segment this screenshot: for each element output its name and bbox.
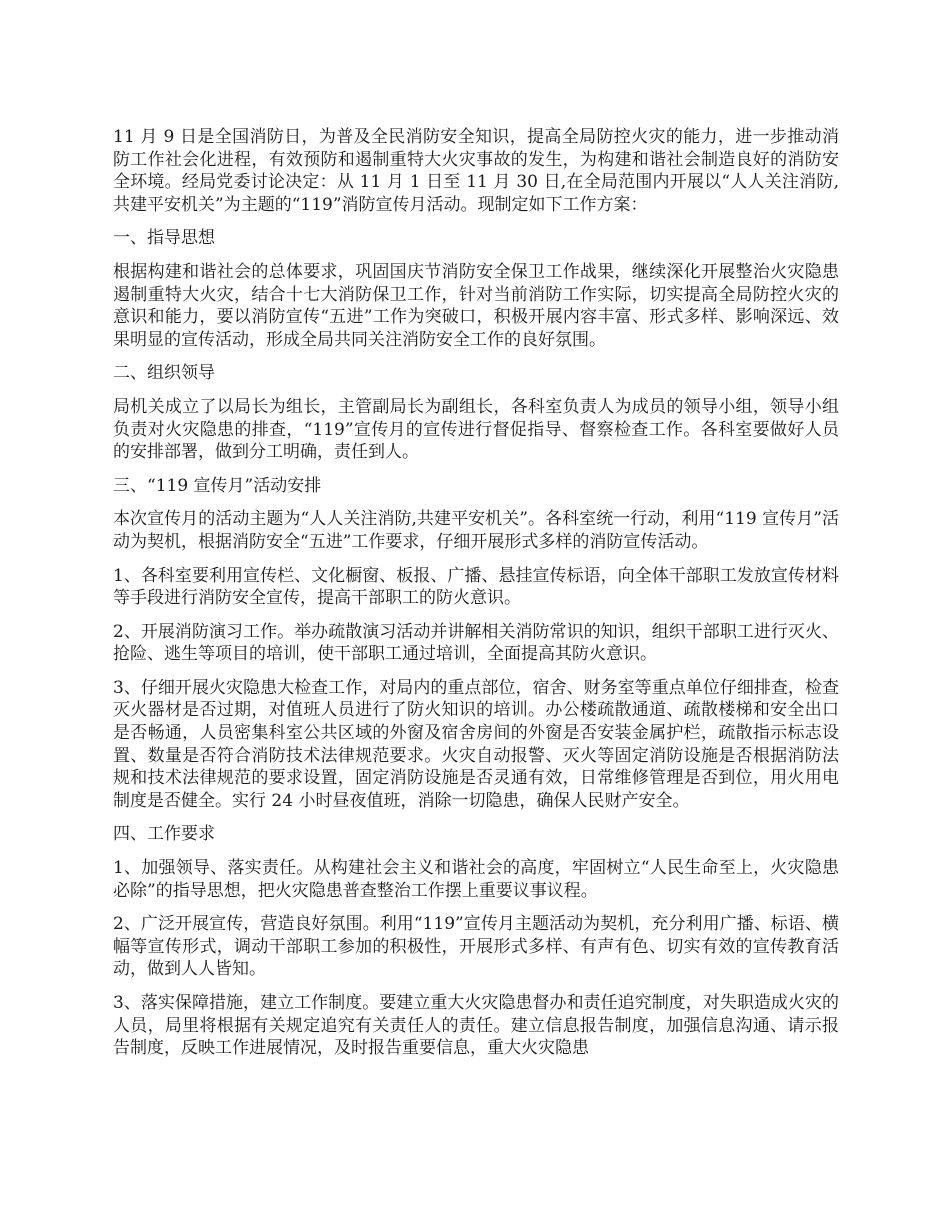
intro-paragraph: 11 月 9 日是全国消防日，为普及全民消防安全知识，提高全局防控火灾的能力，进一步推动消防工作社会化进程，有效预防和遏制重特大火灾事故的发生，为构建和谐社会制造良好的消防安全环境。经局党委讨论决定：从 11 月 1 日至 11 月 30 日,在全局范围内开展以“人人关注消防,共建平安机关”为主题的“119”消防宣传月活动。现制定如下工作方案： (113, 127, 839, 215)
section-heading-3: 三、“119 宣传月”活动安排 (113, 475, 322, 496)
section-3-item-2: 2、开展消防演习工作。举办疏散演习活动并讲解相关消防常识的知识，组织干部职工进行灭火、抢险、逃生等项目的培训，使干部职工通过培训，全面提高其防火意识。 (113, 621, 839, 665)
section-heading-2: 二、组织领导 (113, 363, 215, 384)
section-3-item-3: 3、仔细开展火灾隐患大检查工作，对局内的重点部位，宿舍、财务室等重点单位仔细排查，检查灭火器材是否过期，对值班人员进行了防火知识的培训。办公楼疏散通道、疏散楼梯和安全出口是否畅通，人员密集科室公共区域的外窗及宿舍房间的外窗是否安装金属护栏，疏散指示标志设置、数量是否符合消防技术法律规范要求。火灾自动报警、灭火等固定消防设施是否根据消防法规和技术法律规范的要求设置，固定消防设施是否灵通有效，日常维修管理是否到位，用火用电制度是否健全。实行 24 小时昼夜值班，消除一切隐患，确保人民财产安全。 (113, 677, 839, 811)
section-1-paragraph: 根据构建和谐社会的总体要求，巩固国庆节消防安全保卫工作战果，继续深化开展整治火灾隐患遏制重特大火灾，结合十七大消防保卫工作，针对当前消防工作实际，切实提高全局防控火灾的意识和能力，要以消防宣传“五进”工作为突破口，积极开展内容丰富、形式多样、影响深远、效果明显的宣传活动，形成全局共同关注消防安全工作的良好氛围。 (113, 261, 839, 350)
section-heading-4: 四、工作要求 (113, 824, 215, 845)
document-page (113, 126, 839, 1071)
section-3-intro: 本次宣传月的活动主题为“人人关注消防,共建平安机关”。各科室统一行动，利用“119 宣传月”活动为契机，根据消防安全“五进”工作要求，仔细开展形式多样的消防宣传活动。 (113, 509, 839, 552)
section-3-item-1: 1、各科室要利用宣传栏、文化橱窗、板报、广播、悬挂宣传标语，向全体干部职工发放宣传材料等手段进行消防安全宣传，提高干部职工的防火意识。 (113, 565, 839, 609)
section-heading-1: 一、指导思想 (113, 228, 215, 249)
section-4-item-1: 1、加强领导、落实责任。从构建社会主义和谐社会的高度，牢固树立“人民生命至上，火灾隐患必除”的指导思想，把火灾隐患普查整治工作摆上重要议事议程。 (113, 858, 839, 901)
section-4-item-3: 3、落实保障措施，建立工作制度。要建立重大火灾隐患督办和责任追究制度，对失职造成火灾的人员，局里将根据有关规定追究有关责任人的责任。建立信息报告制度，加强信息沟通、请示报告制度，反映工作进展情况，及时报告重要信息，重大火灾隐患 (113, 993, 839, 1059)
section-2-paragraph: 局机关成立了以局长为组长，主管副局长为副组长，各科室负责人为成员的领导小组，领导小组负责对火灾隐患的排查，“119”宣传月的宣传进行督促指导、督察检查工作。各科室要做好人员的安排部署，做到分工明确，责任到人。 (113, 396, 839, 463)
section-4-item-2: 2、广泛开展宣传，营造良好氛围。利用“119”宣传月主题活动为契机，充分利用广播、标语、横幅等宣传形式，调动干部职工参加的积极性，开展形式多样、有声有色、切实有效的宣传教育活动，做到人人皆知。 (113, 914, 839, 980)
